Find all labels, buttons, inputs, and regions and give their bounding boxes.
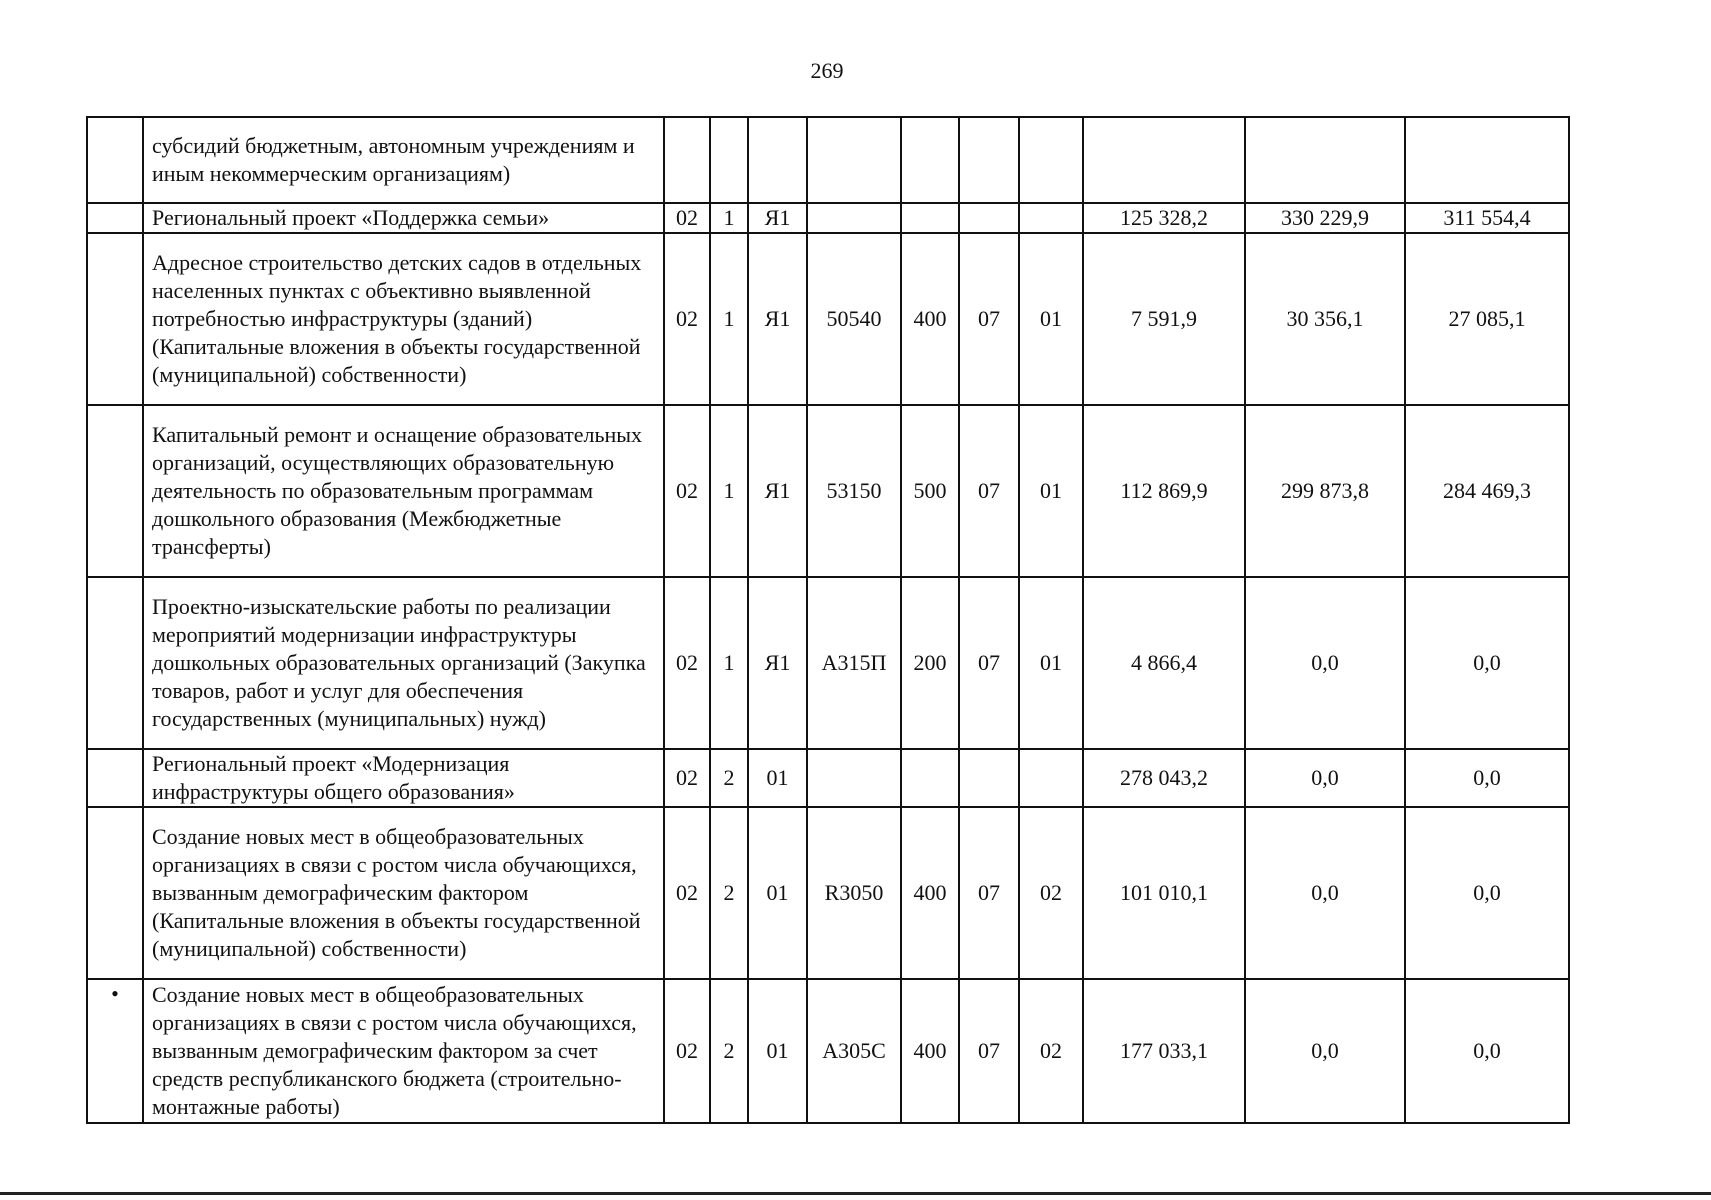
code-subsection: 01 bbox=[1019, 233, 1083, 405]
code-section bbox=[959, 749, 1019, 807]
code-project: Я1 bbox=[748, 577, 807, 749]
code-expense-type: 400 bbox=[901, 979, 959, 1123]
code-subsection: 01 bbox=[1019, 577, 1083, 749]
code-project bbox=[748, 117, 807, 203]
row-marker bbox=[87, 749, 143, 807]
table-row bbox=[87, 577, 1569, 749]
code-subsection: 02 bbox=[1019, 979, 1083, 1123]
code-subsection: 02 bbox=[1019, 807, 1083, 979]
row-description: Капитальный ремонт и оснащение образовательных организаций, осуществляющих образовательную деятельность по образовательным программам дошкольного образования (Межбюджетные трансферты) bbox=[143, 405, 664, 577]
code-program: 02 bbox=[664, 807, 710, 979]
amount-year-2: 0,0 bbox=[1245, 577, 1405, 749]
row-description: субсидий бюджетным, автономным учреждениям и иным некоммерческим организациям) bbox=[143, 117, 664, 203]
row-description: Проектно-изыскательские работы по реализации мероприятий модернизации инфраструктуры дошкольных образовательных организаций (Закупка товаров, работ и услуг для обеспечения государственных (муниципальных) нужд) bbox=[143, 577, 664, 749]
row-description: Создание новых мест в общеобразовательных организациях в связи с ростом числа обучающихся, вызванным демографическим фактором (Капитальные вложения в объекты государственной (муниципальной) собственности) bbox=[143, 807, 664, 979]
code-program: 02 bbox=[664, 577, 710, 749]
amount-year-2 bbox=[1245, 117, 1405, 203]
row-marker bbox=[87, 807, 143, 979]
amount-year-3: 27 085,1 bbox=[1405, 233, 1569, 405]
code-project: Я1 bbox=[748, 405, 807, 577]
code-section: 07 bbox=[959, 807, 1019, 979]
code-direction: А315П bbox=[807, 577, 901, 749]
amount-year-1: 7 591,9 bbox=[1083, 233, 1245, 405]
table-row bbox=[87, 117, 1569, 203]
page-number: 269 bbox=[810, 58, 844, 83]
code-subprogram: 1 bbox=[710, 233, 748, 405]
amount-year-2: 0,0 bbox=[1245, 807, 1405, 979]
code-direction: А305С bbox=[807, 979, 901, 1123]
code-expense-type: 400 bbox=[901, 233, 959, 405]
code-expense-type: 400 bbox=[901, 807, 959, 979]
row-description: Региональный проект «Поддержка семьи» bbox=[143, 203, 664, 233]
code-project: Я1 bbox=[748, 203, 807, 233]
row-marker bbox=[87, 577, 143, 749]
amount-year-3: 0,0 bbox=[1405, 979, 1569, 1123]
row-marker: • bbox=[87, 979, 143, 1123]
code-program: 02 bbox=[664, 749, 710, 807]
code-subsection bbox=[1019, 749, 1083, 807]
code-program: 02 bbox=[664, 405, 710, 577]
amount-year-1: 112 869,9 bbox=[1083, 405, 1245, 577]
row-marker bbox=[87, 233, 143, 405]
code-project: Я1 bbox=[748, 233, 807, 405]
amount-year-1: 125 328,2 bbox=[1083, 203, 1245, 233]
amount-year-1: 4 866,4 bbox=[1083, 577, 1245, 749]
code-expense-type bbox=[901, 203, 959, 233]
code-program: 02 bbox=[664, 203, 710, 233]
code-subsection bbox=[1019, 203, 1083, 233]
amount-year-3: 0,0 bbox=[1405, 749, 1569, 807]
code-section bbox=[959, 117, 1019, 203]
amount-year-1 bbox=[1083, 117, 1245, 203]
code-subprogram: 1 bbox=[710, 577, 748, 749]
code-project: 01 bbox=[748, 807, 807, 979]
amount-year-2: 0,0 bbox=[1245, 979, 1405, 1123]
code-program: 02 bbox=[664, 979, 710, 1123]
code-direction: 53150 bbox=[807, 405, 901, 577]
code-subprogram: 1 bbox=[710, 203, 748, 233]
amount-year-1: 101 010,1 bbox=[1083, 807, 1245, 979]
amount-year-3 bbox=[1405, 117, 1569, 203]
table-row bbox=[87, 203, 1569, 233]
code-subprogram: 1 bbox=[710, 405, 748, 577]
code-project: 01 bbox=[748, 749, 807, 807]
code-project: 01 bbox=[748, 979, 807, 1123]
table-row bbox=[87, 405, 1569, 577]
amount-year-3: 311 554,4 bbox=[1405, 203, 1569, 233]
code-expense-type bbox=[901, 749, 959, 807]
table-row bbox=[87, 807, 1569, 979]
code-section: 07 bbox=[959, 577, 1019, 749]
code-subprogram: 2 bbox=[710, 749, 748, 807]
amount-year-2: 0,0 bbox=[1245, 749, 1405, 807]
row-description: Региональный проект «Модернизация инфраструктуры общего образования» bbox=[143, 749, 664, 807]
code-direction bbox=[807, 749, 901, 807]
row-description: Адресное строительство детских садов в отдельных населенных пунктах с объективно выявленной потребностью инфраструктуры (зданий) (Капитальные вложения в объекты государственной (муниципальной) собственности) bbox=[143, 233, 664, 405]
code-subprogram: 2 bbox=[710, 979, 748, 1123]
row-marker bbox=[87, 117, 143, 203]
code-direction: 50540 bbox=[807, 233, 901, 405]
budget-table bbox=[86, 116, 1570, 1124]
amount-year-2: 30 356,1 bbox=[1245, 233, 1405, 405]
amount-year-3: 0,0 bbox=[1405, 807, 1569, 979]
scan-edge-line bbox=[0, 1192, 1711, 1195]
table-row bbox=[87, 233, 1569, 405]
code-direction bbox=[807, 203, 901, 233]
amount-year-1: 278 043,2 bbox=[1083, 749, 1245, 807]
table-row bbox=[87, 979, 1569, 1123]
row-marker bbox=[87, 405, 143, 577]
code-expense-type: 500 bbox=[901, 405, 959, 577]
amount-year-2: 330 229,9 bbox=[1245, 203, 1405, 233]
code-subprogram: 2 bbox=[710, 807, 748, 979]
code-direction: R3050 bbox=[807, 807, 901, 979]
row-description: Создание новых мест в общеобразовательных организациях в связи с ростом числа обучающихся, вызванным демографическим фактором за счет средств республиканского бюджета (строительно-монтажные работы) bbox=[143, 979, 664, 1123]
code-subsection: 01 bbox=[1019, 405, 1083, 577]
code-subprogram bbox=[710, 117, 748, 203]
code-expense-type bbox=[901, 117, 959, 203]
code-section: 07 bbox=[959, 979, 1019, 1123]
amount-year-3: 284 469,3 bbox=[1405, 405, 1569, 577]
amount-year-2: 299 873,8 bbox=[1245, 405, 1405, 577]
code-program: 02 bbox=[664, 233, 710, 405]
code-program bbox=[664, 117, 710, 203]
code-section bbox=[959, 203, 1019, 233]
code-section: 07 bbox=[959, 233, 1019, 405]
amount-year-1: 177 033,1 bbox=[1083, 979, 1245, 1123]
code-direction bbox=[807, 117, 901, 203]
code-section: 07 bbox=[959, 405, 1019, 577]
amount-year-3: 0,0 bbox=[1405, 577, 1569, 749]
table-row bbox=[87, 749, 1569, 807]
code-expense-type: 200 bbox=[901, 577, 959, 749]
row-marker bbox=[87, 203, 143, 233]
code-subsection bbox=[1019, 117, 1083, 203]
